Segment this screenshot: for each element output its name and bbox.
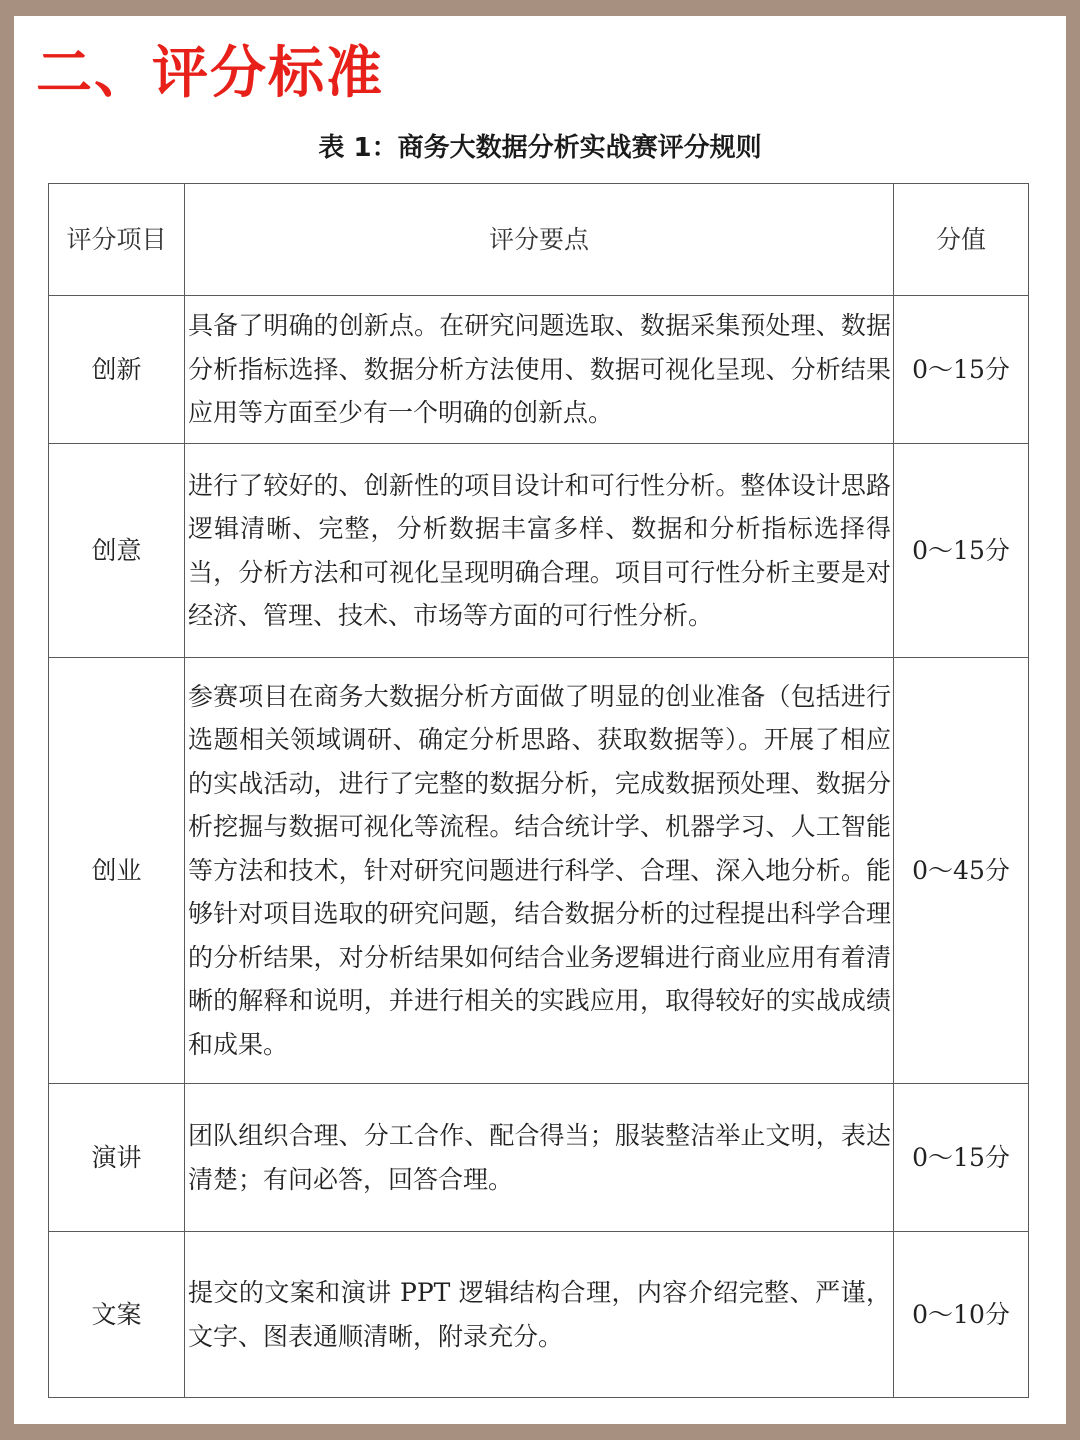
document-page (14, 16, 1066, 1424)
row-item: 创意 (49, 444, 185, 658)
row-points: 进行了较好的、创新性的项目设计和可行性分析。整体设计思路逻辑清晰、完整，分析数据丰富多样、数据和分析指标选择得当，分析方法和可视化呈现明确合理。项目可行性分析主要是对经济、管理、技术、市场等方面的可行性分析。 (185, 444, 894, 658)
table-caption: 表 1：商务大数据分析实战赛评分规则 (318, 133, 762, 163)
table-row (49, 444, 1029, 658)
row-score: 0～45分 (894, 658, 1029, 1084)
table-row (49, 296, 1029, 444)
row-item: 演讲 (49, 1084, 185, 1232)
column-header-score: 分值 (894, 184, 1029, 296)
table-row (49, 658, 1029, 1084)
row-score: 0～15分 (894, 444, 1029, 658)
row-item: 创业 (49, 658, 185, 1084)
column-header-item: 评分项目 (49, 184, 185, 296)
row-points: 提交的文案和演讲 PPT 逻辑结构合理，内容介绍完整、严谨，文字、图表通顺清晰，附录充分。 (185, 1232, 894, 1398)
row-points: 具备了明确的创新点。在研究问题选取、数据采集预处理、数据分析指标选择、数据分析方法使用、数据可视化呈现、分析结果应用等方面至少有一个明确的创新点。 (185, 296, 894, 444)
table-row (49, 1232, 1029, 1398)
row-item: 创新 (49, 296, 185, 444)
row-score: 0～15分 (894, 296, 1029, 444)
scoring-table (48, 183, 1029, 1398)
row-points: 团队组织合理、分工合作、配合得当；服装整洁举止文明，表达清楚；有问必答，回答合理。 (185, 1084, 894, 1232)
table-row (49, 1084, 1029, 1232)
section-heading: 二、评分标准 (36, 41, 384, 106)
row-score: 0～15分 (894, 1084, 1029, 1232)
row-item: 文案 (49, 1232, 185, 1398)
row-score: 0～10分 (894, 1232, 1029, 1398)
table-header-row (49, 184, 1029, 296)
column-header-points: 评分要点 (185, 184, 894, 296)
row-points: 参赛项目在商务大数据分析方面做了明显的创业准备（包括进行选题相关领域调研、确定分析思路、获取数据等）。开展了相应的实战活动，进行了完整的数据分析，完成数据预处理、数据分析挖掘与数据可视化等流程。结合统计学、机器学习、人工智能等方法和技术，针对研究问题进行科学、合理、深入地分析。能够针对项目选取的研究问题，结合数据分析的过程提出科学合理的分析结果，对分析结果如何结合业务逻辑进行商业应用有着清晰的解释和说明，并进行相关的实践应用，取得较好的实战成绩和成果。 (185, 658, 894, 1084)
